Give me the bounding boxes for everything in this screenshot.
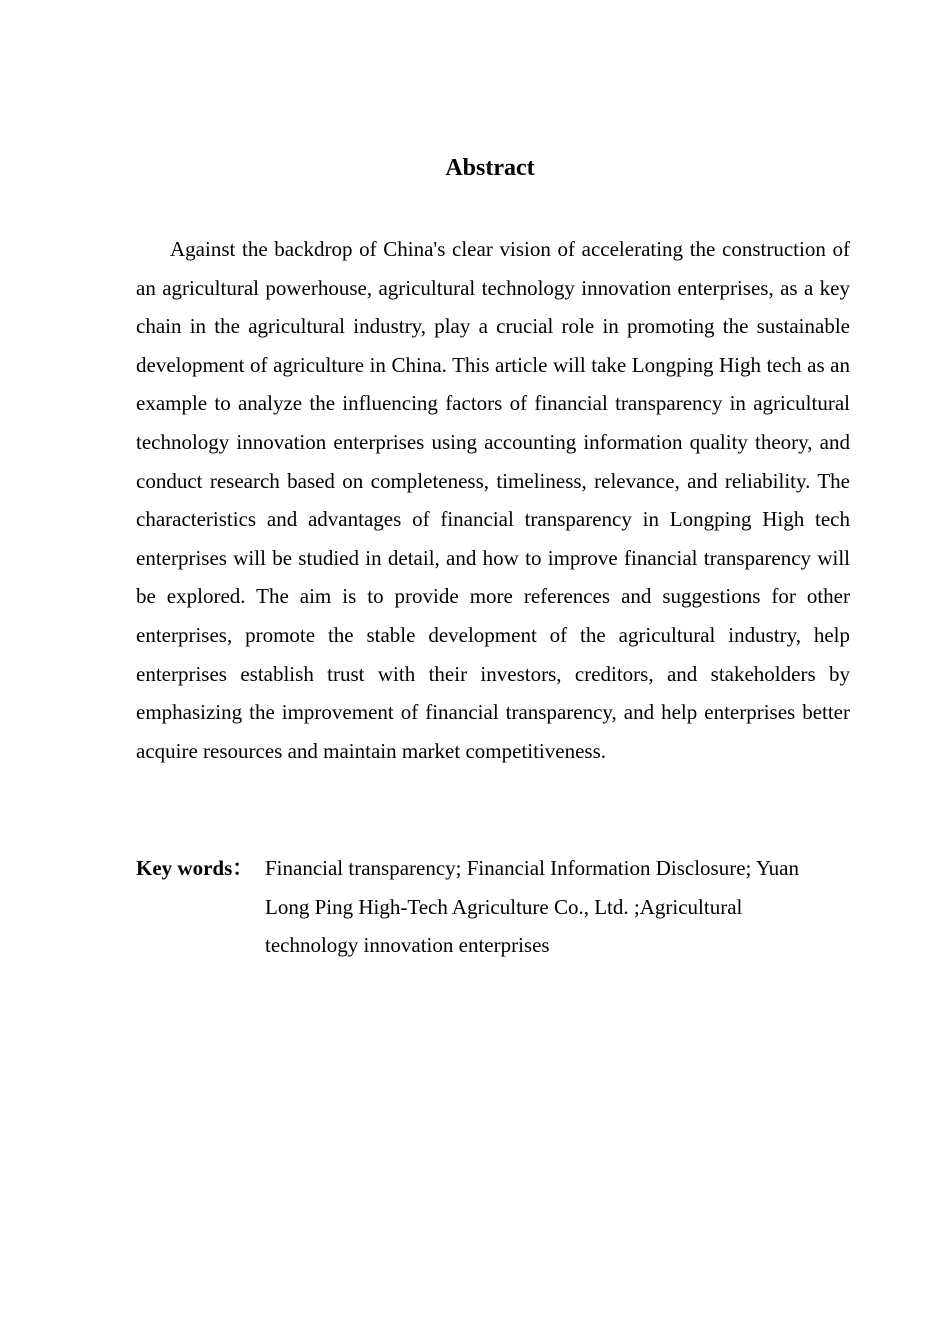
abstract-paragraph: Against the backdrop of China's clear vision of accelerating the construction of an agricultural powerhouse, agricultural technology innovation enterprises, as a key chain in the agricultural industry, play a crucial role in promoting the sustainable development of agriculture in China. This article will take Longping High tech as an example to analyze the influencing factors of financial transparency in agricultural technology innovation enterprises using accounting information quality theory, and conduct research based on completeness, timeliness, relevance, and reliability. The characteristics and advantages of financial transparency in Longping High tech enterprises will be studied in detail, and how to improve financial transparency will be explored. The aim is to provide more references and suggestions for other enterprises, promote the stable development of the agricultural industry, help enterprises establish trust with their investors, creditors, and stakeholders by emphasizing the improvement of financial transparency, and help enterprises better acquire resources and maintain market competitiveness.	[136, 237, 850, 763]
keywords-label: Key words：	[136, 856, 254, 880]
keywords-section	[136, 849, 850, 965]
keywords-text: Financial transparency; Financial Information Disclosure; Yuan Long Ping High-Tech Agriculture Co., Ltd. ;Agricultural technology innovation enterprises	[265, 856, 799, 958]
abstract-title: Abstract	[445, 155, 535, 181]
